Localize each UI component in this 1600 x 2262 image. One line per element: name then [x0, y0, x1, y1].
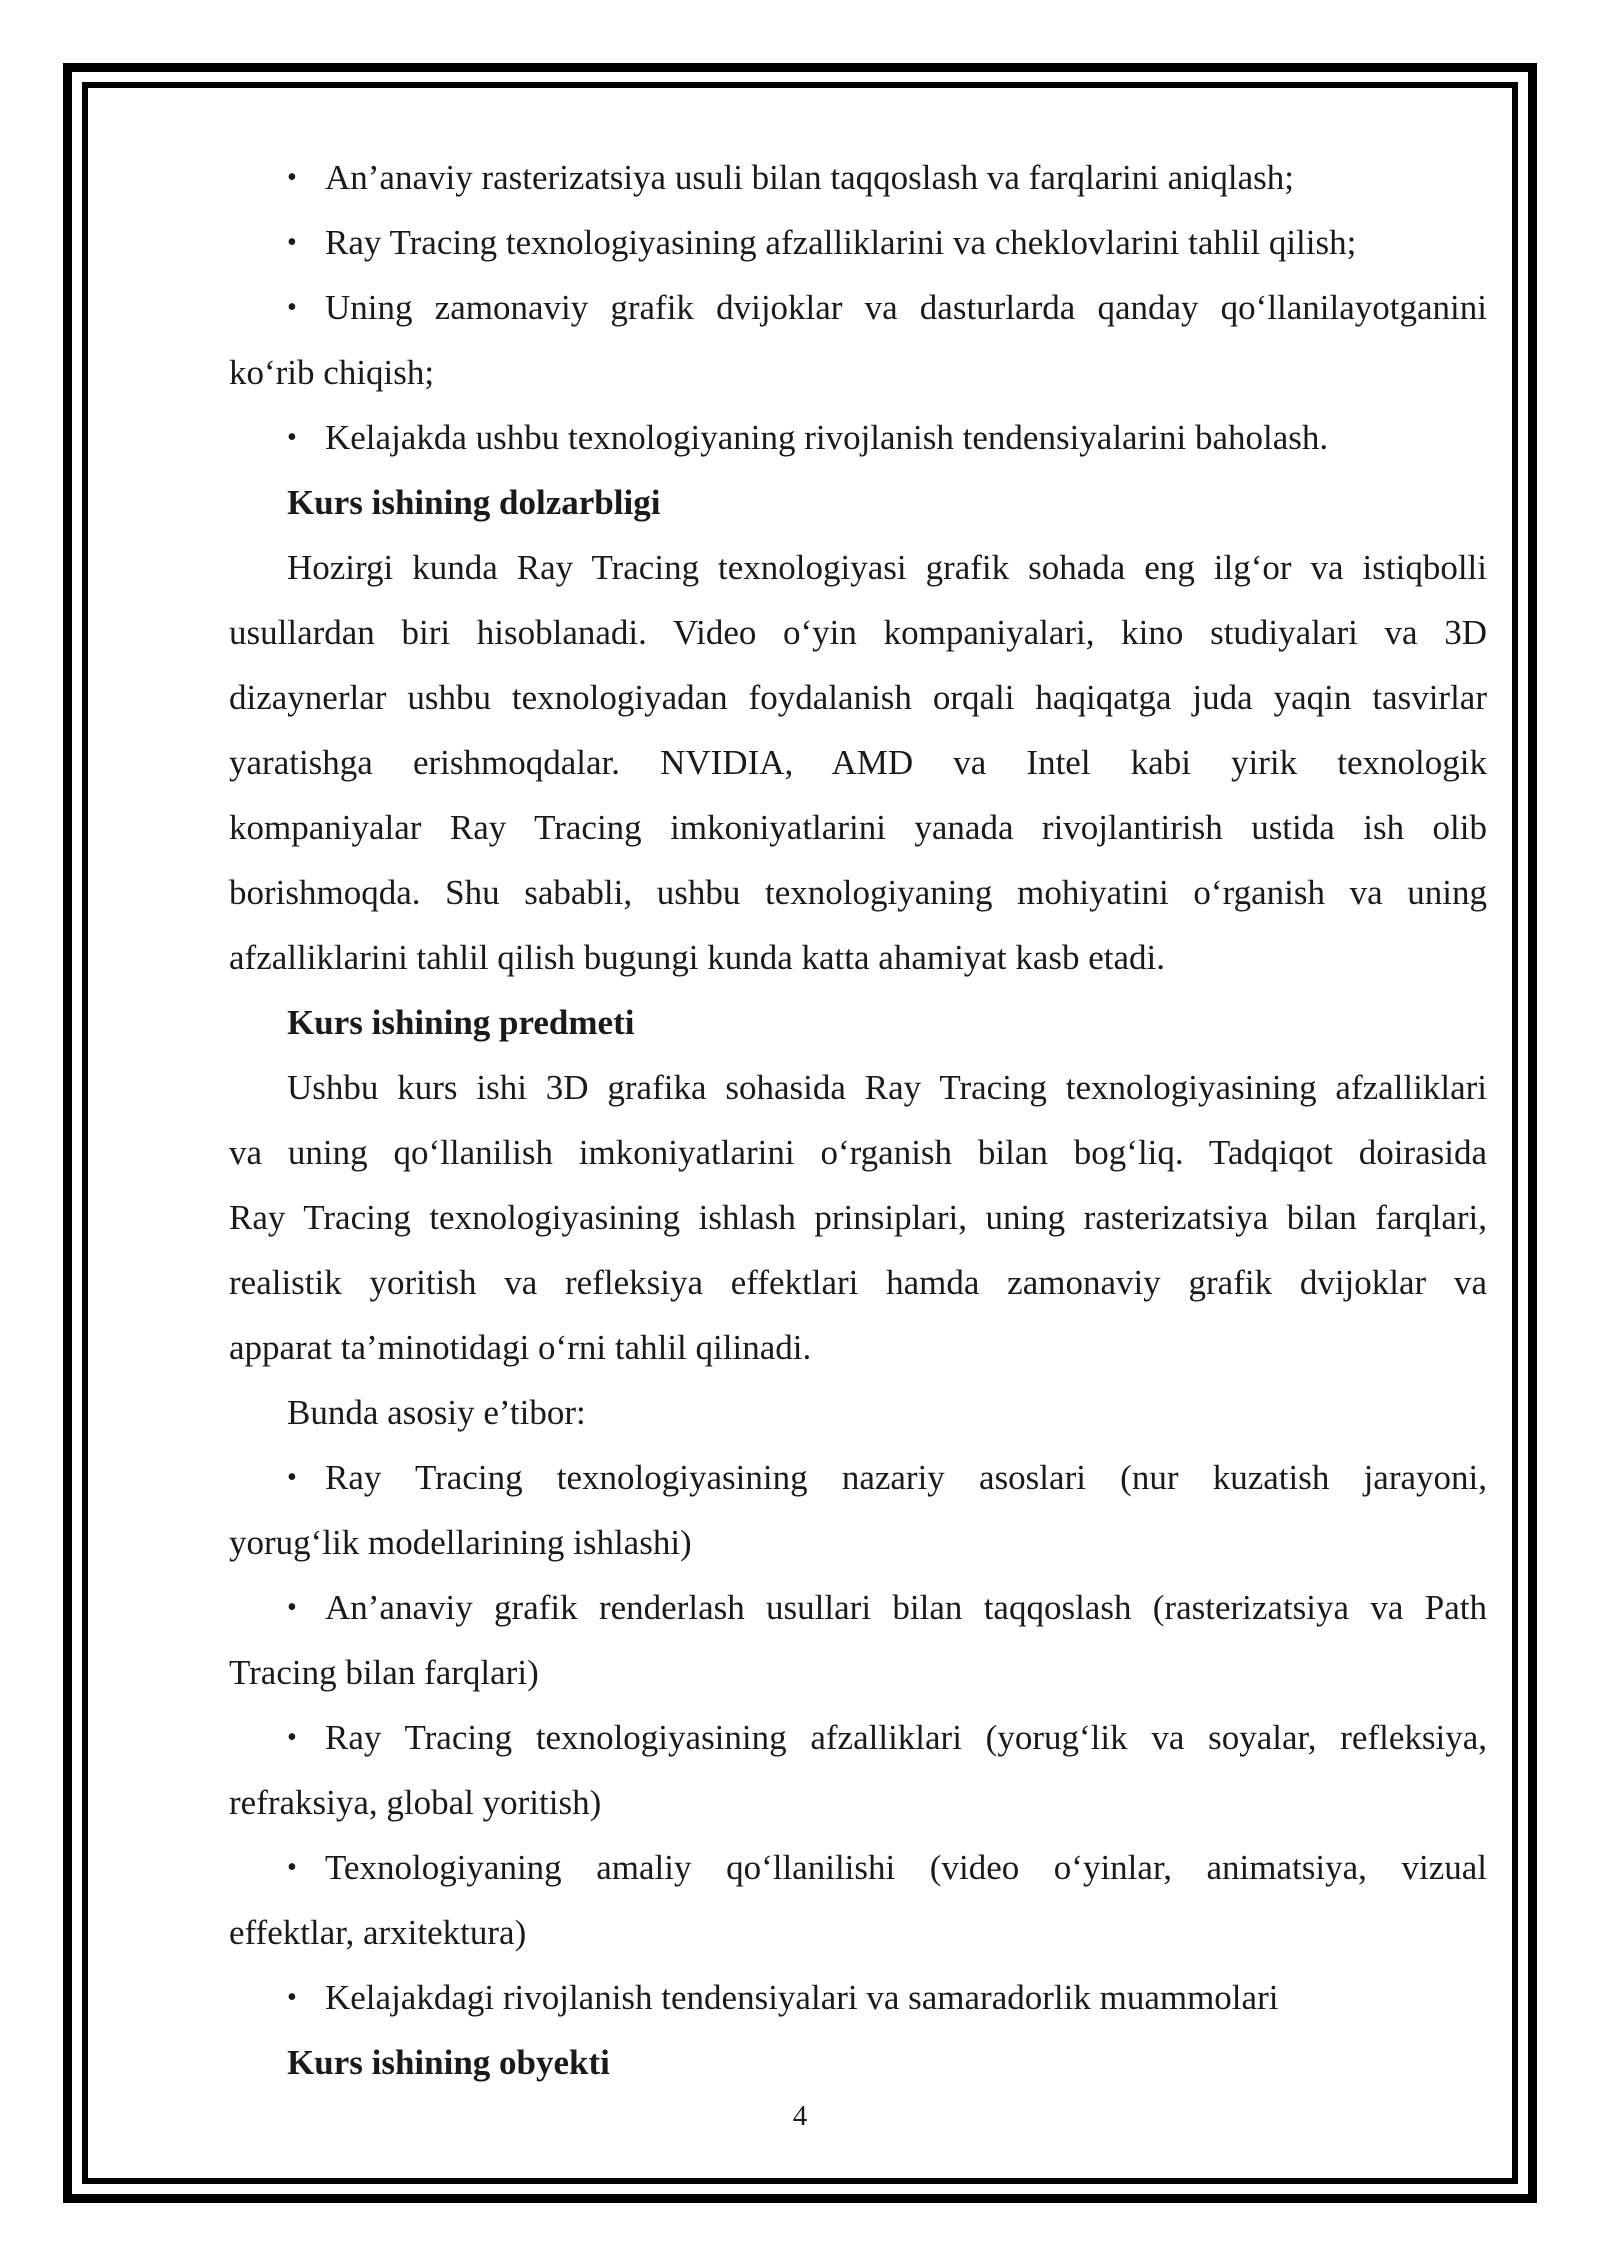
- section-heading: [229, 2030, 1487, 2095]
- line-text: usullardan biri hisoblanadi. Video o‘yin kompaniyalari, kino studiyalari va 3D: [229, 613, 1487, 652]
- line-text: Kurs ishining obyekti: [287, 2043, 610, 2082]
- bullet-icon: •: [287, 227, 297, 258]
- text-line: [229, 860, 1487, 925]
- line-text: Kurs ishining dolzarbligi: [287, 483, 661, 522]
- bullet-icon: •: [287, 1982, 297, 2013]
- line-text: Kelajakda ushbu texnologiyaning rivojlanish tendensiyalarini baholash.: [325, 418, 1329, 457]
- text-line: [229, 1315, 1487, 1380]
- line-text: Ray Tracing texnologiyasining nazariy asoslari (nur kuzatish jarayoni,: [325, 1458, 1487, 1497]
- section-heading: [229, 990, 1487, 1055]
- line-text: Ray Tracing texnologiyasining afzalliklari (yorug‘lik va soyalar, refleksiya,: [325, 1718, 1487, 1757]
- line-text: Ushbu kurs ishi 3D grafika sohasida Ray Tracing texnologiyasining afzalliklari: [287, 1068, 1487, 1107]
- line-text: Kelajakdagi rivojlanish tendensiyalari va samaradorlik muammolari: [325, 1978, 1279, 2017]
- text-line: [229, 1640, 1487, 1705]
- text-line: [229, 1250, 1487, 1315]
- text-line: [229, 1185, 1487, 1250]
- line-text: ko‘rib chiqish;: [229, 353, 435, 392]
- bullet-icon: •: [287, 1722, 297, 1753]
- text-line: [229, 1120, 1487, 1185]
- paragraph-first-line: [229, 1380, 1487, 1445]
- line-text: yaratishga erishmoqdalar. NVIDIA, AMD va Intel kabi yirik texnologik: [229, 743, 1487, 782]
- line-text: Texnologiyaning amaliy qo‘llanilishi (video o‘yinlar, animatsiya, vizual: [325, 1848, 1487, 1887]
- line-text: dizaynerlar ushbu texnologiyadan foydalanish orqali haqiqatga juda yaqin tasvirlar: [229, 678, 1487, 717]
- line-text: Bunda asosiy e’tibor:: [287, 1393, 586, 1432]
- line-text: kompaniyalar Ray Tracing imkoniyatlarini yanada rivojlantirish ustida ish olib: [229, 808, 1487, 847]
- text-line: [229, 600, 1487, 665]
- line-text: va uning qo‘llanilish imkoniyatlarini o‘rganish bilan bog‘liq. Tadqiqot doirasida: [229, 1133, 1487, 1172]
- line-text: yorug‘lik modellarining ishlashi): [229, 1523, 692, 1562]
- paragraph-first-line: [229, 535, 1487, 600]
- bullet-icon: •: [287, 162, 297, 193]
- bullet-item: [229, 210, 1487, 275]
- bullet-icon: •: [287, 1592, 297, 1623]
- text-line: [229, 1900, 1487, 1965]
- line-text: Hozirgi kunda Ray Tracing texnologiyasi grafik sohada eng ilg‘or va istiqbolli: [287, 548, 1487, 587]
- bullet-item: [229, 1965, 1487, 2030]
- page-number: 4: [792, 2100, 808, 2132]
- bullet-icon: •: [287, 1852, 297, 1883]
- text-line: [229, 340, 1487, 405]
- line-text: apparat ta’minotidagi o‘rni tahlil qilinadi.: [229, 1328, 812, 1367]
- bullet-item: [229, 1445, 1487, 1510]
- line-text: Kurs ishining predmeti: [287, 1003, 635, 1042]
- bullet-item: [229, 1835, 1487, 1900]
- text-line: [229, 730, 1487, 795]
- line-text: realistik yoritish va refleksiya effektlari hamda zamonaviy grafik dvijoklar va: [229, 1263, 1487, 1302]
- line-text: effektlar, arxitektura): [229, 1913, 527, 1952]
- line-text: afzalliklarini tahlil qilish bugungi kunda katta ahamiyat kasb etadi.: [229, 938, 1165, 977]
- document-body: [229, 145, 1487, 2095]
- text-line: [229, 1770, 1487, 1835]
- bullet-item: [229, 1575, 1487, 1640]
- paragraph-first-line: [229, 1055, 1487, 1120]
- line-text: borishmoqda. Shu sababli, ushbu texnologiyaning mohiyatini o‘rganish va uning: [229, 873, 1487, 912]
- text-line: [229, 665, 1487, 730]
- bullet-icon: •: [287, 1462, 297, 1493]
- text-line: [229, 795, 1487, 860]
- bullet-item: [229, 275, 1487, 340]
- line-text: An’anaviy grafik renderlash usullari bilan taqqoslash (rasterizatsiya va Path: [325, 1588, 1487, 1627]
- text-line: [229, 1510, 1487, 1575]
- line-text: Ray Tracing texnologiyasining ishlash prinsiplari, uning rasterizatsiya bilan farqlari,: [229, 1198, 1487, 1237]
- line-text: Ray Tracing texnologiyasining afzalliklarini va cheklovlarini tahlil qilish;: [325, 223, 1357, 262]
- line-text: Uning zamonaviy grafik dvijoklar va dasturlarda qanday qo‘llanilayotganini: [325, 288, 1487, 327]
- bullet-item: [229, 145, 1487, 210]
- bullet-item: [229, 1705, 1487, 1770]
- line-text: An’anaviy rasterizatsiya usuli bilan taqqoslash va farqlarini aniqlash;: [325, 158, 1295, 197]
- line-text: refraksiya, global yoritish): [229, 1783, 602, 1822]
- bullet-item: [229, 405, 1487, 470]
- bullet-icon: •: [287, 292, 297, 323]
- text-line: [229, 925, 1487, 990]
- line-text: Tracing bilan farqlari): [229, 1653, 539, 1692]
- bullet-icon: •: [287, 422, 297, 453]
- section-heading: [229, 470, 1487, 535]
